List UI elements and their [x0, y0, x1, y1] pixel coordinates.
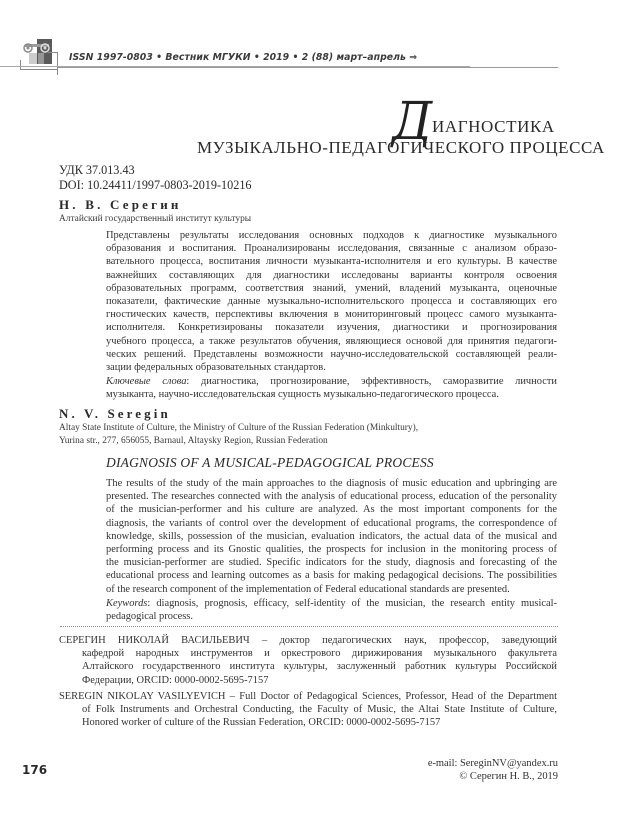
section-divider: [60, 626, 558, 627]
author-affiliation-en: [59, 422, 418, 447]
keywords-ru: [106, 375, 557, 401]
keywords-text: : diagnosis, prognosis, efficacy, self-identity of the musician, the research entity musical-: [147, 598, 557, 609]
bio-line: SEREGIN NIKOLAY VASILYEVICH – Full Doctor of Pedagogical Sciences, Professor, Head of the Department: [59, 691, 557, 702]
keywords-text: : диагностика, прогнозирование, эффективность, саморазвитие личности: [186, 376, 558, 387]
abstract-en: [106, 477, 557, 596]
bio-line: Федерации, ORCID: 0000-0002-5695-7157: [82, 674, 269, 686]
abstract-line: educational process and learning outcomes as a basis for making pedagogical decisions. The possibilities: [106, 570, 557, 582]
abstract-line: of the research component of the implementation of Federal educational standards are presented.: [106, 583, 510, 595]
article-title-en: DIAGNOSIS OF A MUSICAL-PEDAGOGICAL PROCESS: [106, 455, 434, 470]
abstract-line: гностических качеств, перспективы включения в мониторинговый процесс самого музыканта-: [106, 309, 557, 321]
author-affiliation-ru: Алтайский государственный институт культуры: [59, 214, 252, 224]
abstract-line: knowledge, skills, possession of the musician, evaluation indicators, the actual data of the musical and: [106, 530, 557, 542]
bio-line: Honored worker of culture of the Russian Federation, ORCID: 0000-0002-5695-7157: [82, 717, 441, 729]
abstract-ru: [106, 229, 557, 374]
abstract-line: The results of the study of the main approaches to the diagnosis of music education and upbringing are: [106, 478, 557, 489]
keywords-en: [106, 597, 557, 623]
header-rule: [58, 67, 558, 68]
running-head: ISSN 1997-0803 • Вестник МГУКИ • 2019 • 2 (88) март–апрель ⇒: [69, 52, 418, 63]
author-bio-ru: [59, 634, 557, 687]
abstract-line: образовательных программ, соответствия знаний, умений, владений музыканта, оценочные: [106, 282, 557, 294]
author-bio-en: [59, 690, 557, 730]
author-name-en: N. V. Seregin: [59, 406, 171, 421]
title-line-2: МУЗЫКАЛЬНО-ПЕДАГОГИЧЕСКОГО ПРОЦЕССА: [197, 138, 605, 157]
logo-frame-line: [48, 52, 57, 53]
keywords-label: Ключевые слова: [106, 376, 187, 387]
email-link[interactable]: e-mail: SereginNV@yandex.ru: [427, 758, 558, 769]
author-name-ru: Н. В. Серегин: [59, 197, 182, 212]
page-number: 176: [22, 763, 48, 777]
abstract-line: зации федеральных образовательных стандартов.: [106, 361, 326, 373]
title-drop-cap: Д: [392, 92, 433, 152]
affiliation-line: Altay State Institute of Culture, the Ministry of Culture of the Russian Federation (Minkultury),: [59, 423, 419, 433]
abstract-line: of the musician-performer and his culture are analyzed. As the most important components for the: [106, 504, 557, 516]
abstract-line: the musician-performer are studied. Specific indicators for the study, diagnosis and forecasting of the: [106, 557, 557, 569]
doi-link[interactable]: DOI: 10.24411/1997-0803-2019-10216: [59, 178, 252, 192]
keywords-line: pedagogical process.: [106, 611, 193, 623]
copyright: © Серегин Н. В., 2019: [459, 771, 558, 783]
logo-frame-line: [20, 60, 21, 69]
bio-line: of Folk Instruments and Orchestral Conducting, the Faculty of Music, the Altai State Institute of Culture,: [82, 704, 557, 716]
abstract-line: показатели, фактические данные музыкально-исполнительского процесса и составляющих его: [106, 295, 557, 307]
keywords-label: Keywords: [106, 598, 148, 609]
keywords-line: [106, 597, 557, 610]
abstract-line: ческих решений. Представлены возможности научно-исследовательской составляющей реали-: [106, 348, 557, 360]
keywords-line: [106, 375, 557, 388]
abstract-line: presented. The researches connected with the analysis of educational process, education of the personality: [106, 491, 557, 503]
abstract-line: diagnosis, the variants of control over the development of educational programs, the correspondence of: [106, 517, 557, 529]
bio-line: СЕРЕГИН НИКОЛАЙ ВАСИЛЬЕВИЧ – доктор педагогических наук, профессор, заведующий: [59, 635, 557, 646]
abstract-line: performing process and its Gnostic qualities, the prospects for inclusion in the monitoring process of: [106, 543, 557, 555]
logo-frame-line: [57, 52, 58, 75]
bio-line: кафедрой народных инструментов и оркестрового дирижирования музыкального факультета: [82, 648, 557, 660]
contacts: [428, 757, 558, 783]
abstract-line: важнейших составляющих для диагностики исследованы варианты контроля освоения: [106, 269, 557, 281]
title-line-1: ИАГНОСТИКА: [432, 117, 555, 136]
bio-line: Алтайского государственного института культуры, заслуженный работник культуры Российской: [82, 661, 557, 673]
abstract-line: вательного процесса, воспитания личности музыканта-исполнителя и его культуры. В качестве: [106, 256, 557, 268]
abstract-line: исполнителя. Конкретизированы показатели изучения, диагностики и прогнозирования: [106, 322, 557, 334]
abstract-line: образования и воспитания. Проанализированы исследования, связанные с анализом образо-: [106, 243, 557, 255]
abstract-line: учебного процесса, а также результатов обучения, являющиеся основой для принятия педагоги-: [106, 335, 557, 347]
affiliation-line: Yurina str., 277, 656055, Barnaul, Altaysky Region, Russian Federation: [59, 435, 328, 446]
udk-code: УДК 37.013.43: [59, 163, 135, 177]
keywords-line: музыканта, научно-исследовательская сущность музыкально-педагогического процесса.: [106, 389, 499, 401]
logo-frame-line: [20, 69, 58, 70]
abstract-line: Представлены результаты исследования основных подходов к диагностике музыкального: [106, 230, 557, 241]
